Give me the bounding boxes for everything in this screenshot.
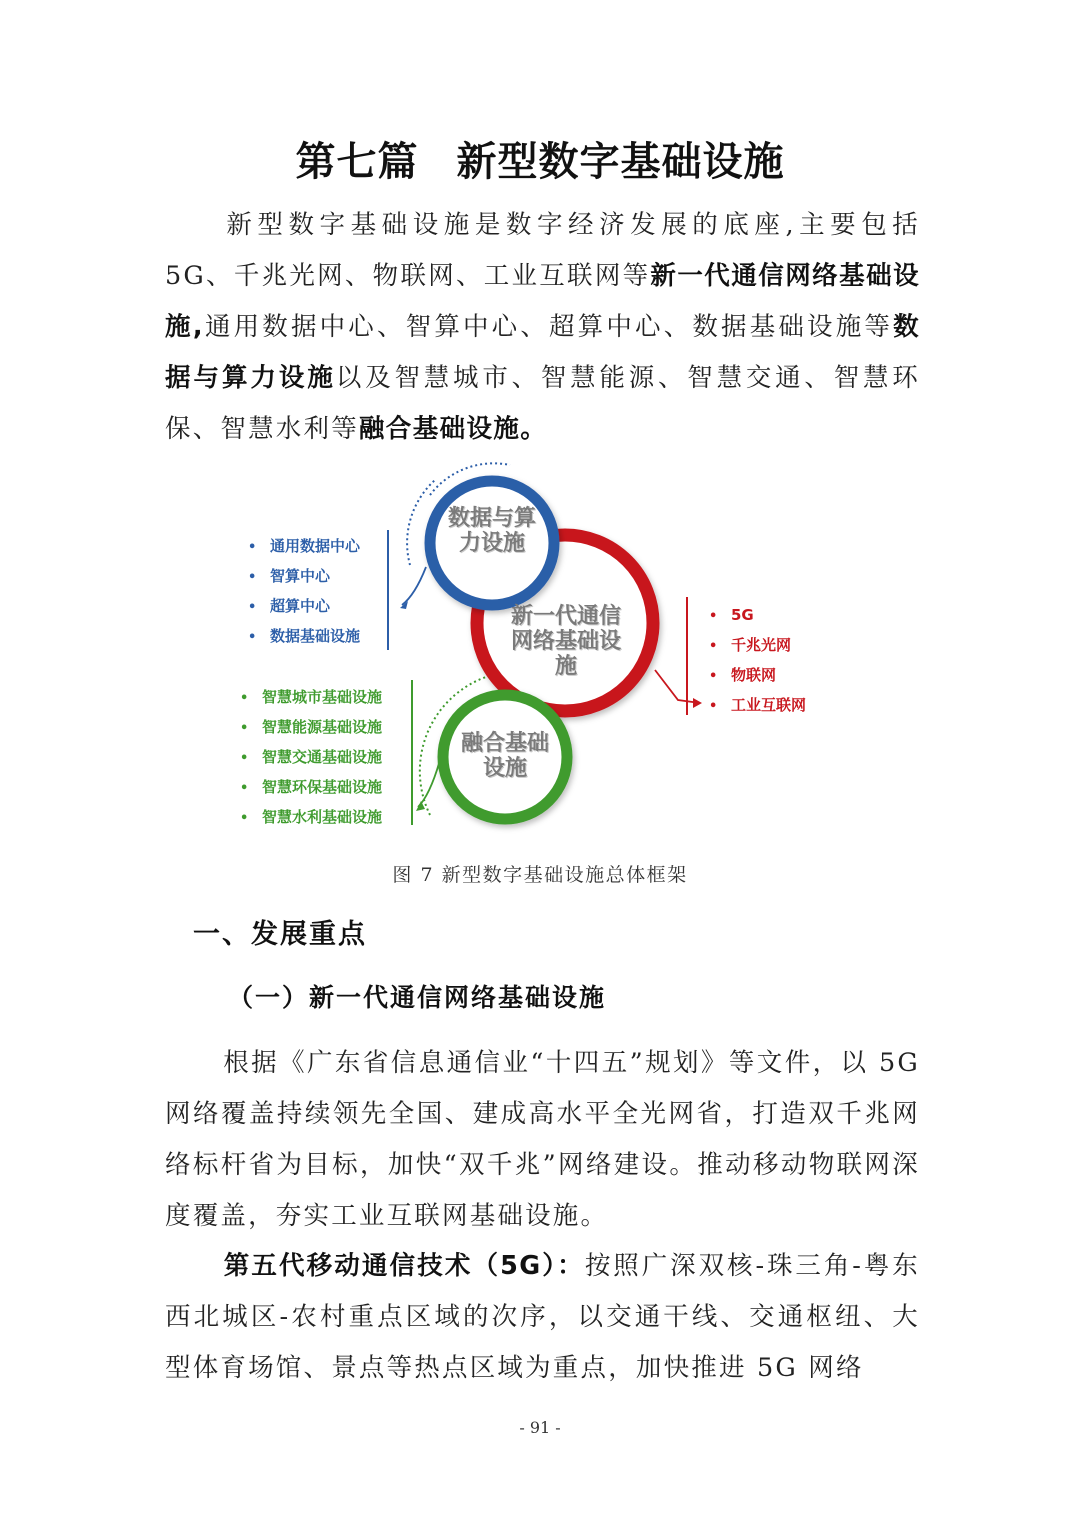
part-name: 新型数字基础设施 bbox=[456, 139, 785, 185]
network-arrowhead bbox=[693, 698, 702, 708]
data-arrow bbox=[402, 567, 426, 605]
section-heading: 一、发展重点 bbox=[193, 919, 367, 950]
fusion-arrow bbox=[418, 760, 440, 807]
list-item: • 智慧水利基础设施 bbox=[240, 802, 382, 832]
body-lead-5g: 第五代移动通信技术（5G）： bbox=[223, 1251, 585, 1281]
list-item: • 智算中心 bbox=[248, 561, 360, 591]
intro-text-1: 新型数字基础设施是数字经济发展的底座,主要包括 5G、千兆光网、物联网、工业互联网等 bbox=[165, 210, 920, 291]
list-item: • 智慧交通基础设施 bbox=[240, 742, 382, 772]
body-paragraph-2 bbox=[165, 1241, 920, 1394]
body-text-1: 根据《广东省信息通信业“十四五”规划》等文件，以 5G 网络覆盖持续领先全国、建成高水平全光网省，打造双千兆网络标杆省为目标，加快“双千兆”网络建设。推动移动物联网深度覆盖，夯实工业互联网基础设施。 bbox=[165, 1048, 920, 1231]
list-item: • 智慧城市基础设施 bbox=[240, 682, 382, 712]
list-item: • 数据基础设施 bbox=[248, 621, 360, 651]
intro-text-2: 通用数据中心、智算中心、超算中心、数据基础设施等 bbox=[203, 312, 894, 342]
page-title bbox=[0, 130, 1080, 187]
fusion-infra-list bbox=[240, 682, 382, 832]
body-paragraph-1 bbox=[165, 1038, 920, 1242]
intro-bold-3: 融合基础设施。 bbox=[358, 414, 548, 444]
infrastructure-diagram bbox=[230, 455, 840, 840]
intro-bold-2: 数据与算力设施 bbox=[165, 312, 920, 393]
intro-paragraph bbox=[165, 200, 920, 455]
page-number: - 91 - bbox=[519, 1418, 561, 1437]
figure-caption: 图 7 新型数字基础设施总体框架 bbox=[392, 864, 688, 886]
list-item: • 千兆光网 bbox=[709, 630, 806, 660]
part-number: 第七篇 bbox=[295, 139, 419, 185]
body-text-2: 按照广深双核-珠三角-粤东西北城区-农村重点区域的次序，以交通干线、交通枢纽、大型体育场馆、景点等热点区域为重点，加快推进 5G 网络 bbox=[165, 1251, 920, 1383]
list-item: • 通用数据中心 bbox=[248, 531, 360, 561]
data-circle-label: 数据与算力设施 bbox=[447, 506, 536, 556]
list-item: • 物联网 bbox=[709, 660, 806, 690]
network-circle-label: 新一代通信网络基础设施 bbox=[510, 604, 621, 679]
subsection-heading: （一）新一代通信网络基础设施 bbox=[228, 983, 607, 1012]
list-item: • 智慧能源基础设施 bbox=[240, 712, 382, 742]
data-infra-list bbox=[248, 531, 360, 651]
list-item: • 5G bbox=[709, 600, 806, 630]
fusion-arrowhead bbox=[416, 801, 425, 811]
intro-bold-1: 新一代通信网络基础设施, bbox=[165, 261, 920, 342]
intro-text-3: 以及智慧城市、智慧能源、智慧交通、智慧环保、智慧水利等 bbox=[165, 363, 920, 444]
network-infra-list bbox=[709, 600, 806, 720]
fusion-circle-label: 融合基础设施 bbox=[460, 731, 549, 781]
network-arrow bbox=[655, 670, 700, 703]
list-item: • 超算中心 bbox=[248, 591, 360, 621]
list-item: • 工业互联网 bbox=[709, 690, 806, 720]
list-item: • 智慧环保基础设施 bbox=[240, 772, 382, 802]
